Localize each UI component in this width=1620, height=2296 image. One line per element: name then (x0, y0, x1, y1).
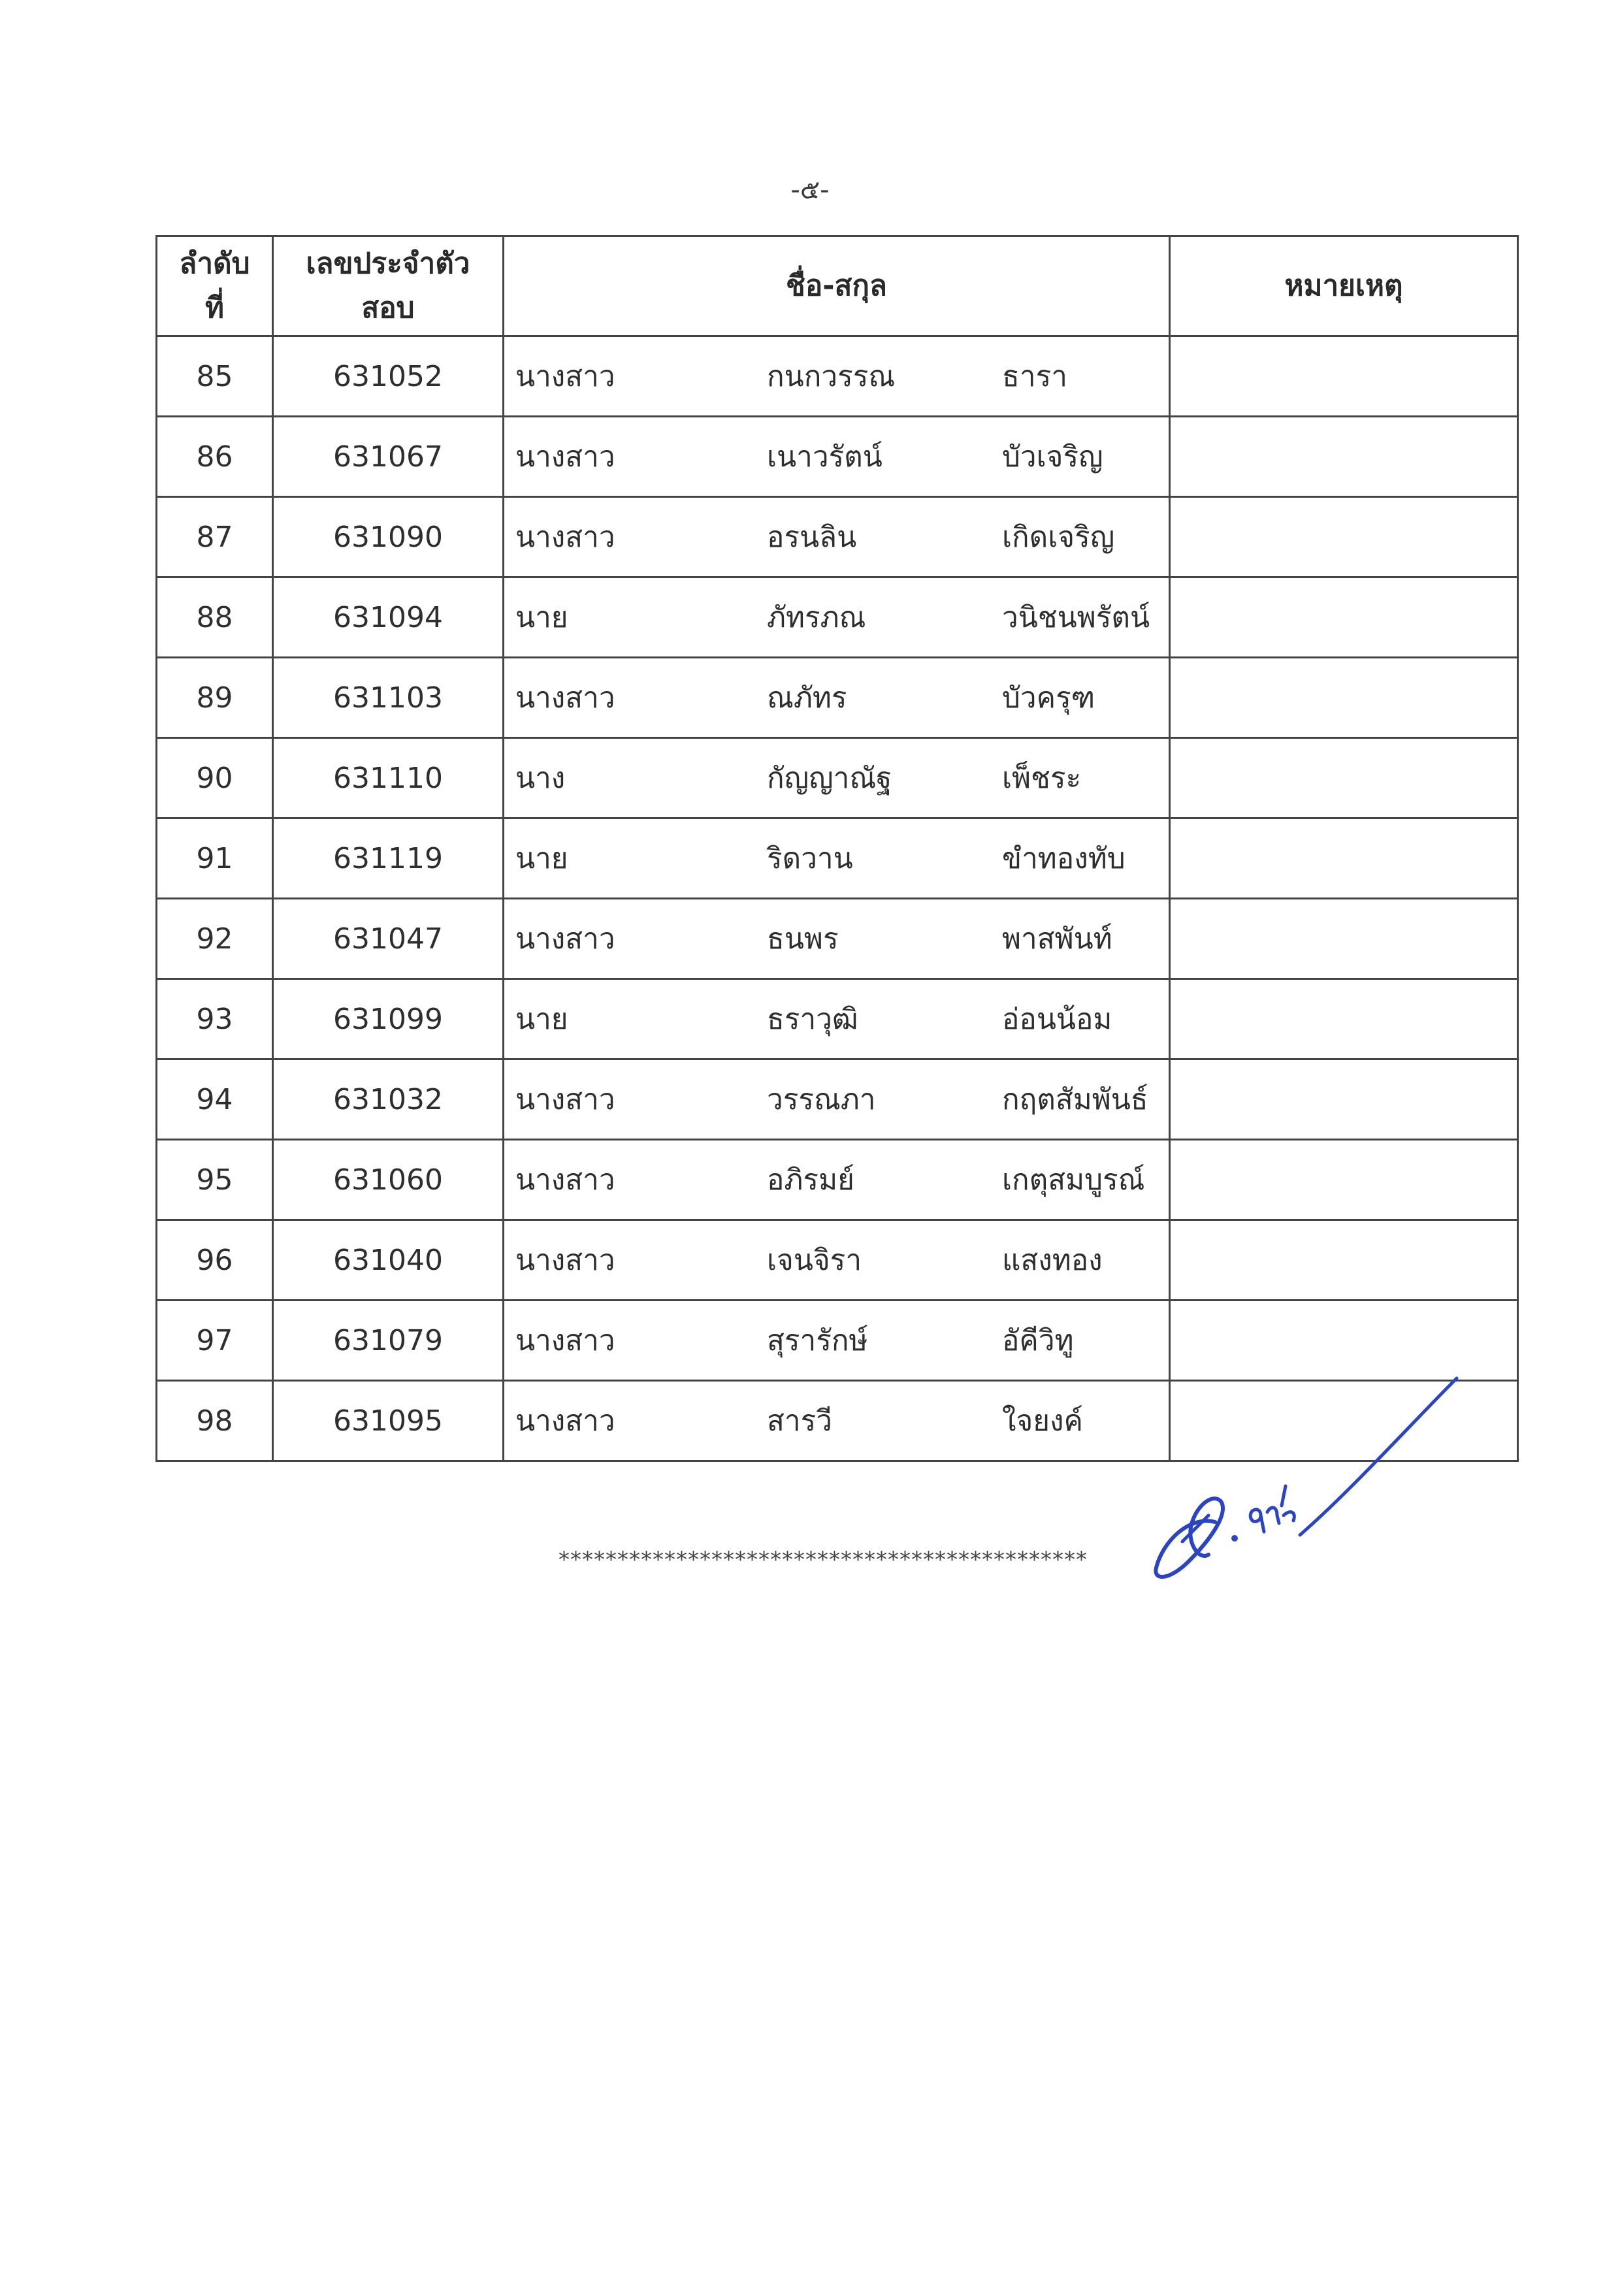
cell-no: 94 (157, 1059, 273, 1140)
first-name: ณภัทร (767, 681, 847, 715)
cell-name (504, 417, 1170, 497)
table-row (157, 658, 1518, 738)
last-name: บัวครุฑ (1002, 681, 1095, 715)
cell-no: 97 (157, 1301, 273, 1381)
cell-exam-id: 631079 (273, 1301, 504, 1381)
candidate-table (155, 235, 1519, 1462)
header-remark: หมายเหตุ (1170, 236, 1518, 336)
first-name: สุรารักษ์ (767, 1324, 868, 1357)
name-title: นางสาว (515, 1404, 615, 1438)
cell-name (504, 738, 1170, 818)
cell-no: 93 (157, 979, 273, 1059)
last-name: อัคีวิทู (1002, 1324, 1074, 1357)
table-body (157, 336, 1518, 1461)
cell-name (504, 497, 1170, 577)
table-row (157, 1140, 1518, 1220)
cell-remark (1170, 577, 1518, 658)
first-name: สารวี (767, 1404, 832, 1438)
first-name: ธนพร (767, 922, 839, 956)
last-name: พาสพันท์ (1002, 922, 1112, 956)
cell-no: 87 (157, 497, 273, 577)
first-name: เนาวรัตน์ (767, 440, 883, 474)
header-id-line1: เลขประจำตัว (306, 247, 470, 280)
signature-icon (1137, 1352, 1476, 1587)
cell-no: 98 (157, 1381, 273, 1461)
cell-name (504, 336, 1170, 417)
cell-exam-id: 631090 (273, 497, 504, 577)
first-name: อภิรมย์ (767, 1163, 854, 1197)
last-name: วนิชนพรัตน์ (1002, 601, 1150, 634)
cell-exam-id: 631103 (273, 658, 504, 738)
cell-remark (1170, 336, 1518, 417)
table-row (157, 1220, 1518, 1301)
cell-exam-id: 631095 (273, 1381, 504, 1461)
name-title: นาย (515, 842, 568, 875)
cell-exam-id: 631110 (273, 738, 504, 818)
header-no-line2: ที่ (204, 291, 224, 325)
last-name: เกตุสมบูรณ์ (1002, 1163, 1145, 1197)
table-row (157, 336, 1518, 417)
last-name: เกิดเจริญ (1002, 521, 1115, 554)
cell-name (504, 1220, 1170, 1301)
cell-remark (1170, 1059, 1518, 1140)
cell-no: 85 (157, 336, 273, 417)
name-title: นางสาว (515, 1244, 615, 1277)
cell-exam-id: 631094 (273, 577, 504, 658)
cell-remark (1170, 979, 1518, 1059)
name-title: นางสาว (515, 1083, 615, 1116)
cell-exam-id: 631067 (273, 417, 504, 497)
table-row (157, 497, 1518, 577)
last-name: อ่อนน้อม (1002, 1003, 1112, 1036)
last-name: ธารา (1002, 360, 1067, 393)
cell-name (504, 1140, 1170, 1220)
last-name: ขำทองทับ (1002, 842, 1126, 875)
first-name: กนกวรรณ (767, 360, 896, 393)
first-name: ริดวาน (767, 842, 853, 875)
table-row (157, 577, 1518, 658)
cell-exam-id: 631047 (273, 899, 504, 979)
header-name: ชื่อ-สกุล (504, 236, 1170, 336)
cell-remark (1170, 658, 1518, 738)
name-title: นาง (515, 762, 566, 795)
cell-name (504, 899, 1170, 979)
name-title: นางสาว (515, 922, 615, 956)
table-row (157, 417, 1518, 497)
table-row (157, 818, 1518, 899)
cell-name (504, 577, 1170, 658)
cell-exam-id: 631099 (273, 979, 504, 1059)
first-name: วรรณภา (767, 1083, 876, 1116)
cell-name (504, 658, 1170, 738)
name-title: นางสาว (515, 1163, 615, 1197)
name-title: นางสาว (515, 521, 615, 554)
cell-no: 96 (157, 1220, 273, 1301)
cell-no: 92 (157, 899, 273, 979)
first-name: ธราวุฒิ (767, 1003, 858, 1036)
name-title: นางสาว (515, 681, 615, 715)
cell-remark (1170, 417, 1518, 497)
table-row (157, 1059, 1518, 1140)
cell-exam-id: 631052 (273, 336, 504, 417)
cell-name (504, 818, 1170, 899)
page-number: -๕- (790, 175, 830, 205)
table-row (157, 979, 1518, 1059)
cell-remark (1170, 497, 1518, 577)
header-no-line1: ลำดับ (179, 247, 250, 280)
table-header-row (157, 236, 1518, 336)
header-id-line2: สอบ (361, 291, 415, 325)
first-name: เจนจิรา (767, 1244, 862, 1277)
cell-no: 91 (157, 818, 273, 899)
table-row (157, 738, 1518, 818)
cell-no: 95 (157, 1140, 273, 1220)
cell-name (504, 979, 1170, 1059)
first-name: อรนลิน (767, 521, 857, 554)
cell-remark (1170, 1220, 1518, 1301)
cell-remark (1170, 899, 1518, 979)
cell-name (504, 1381, 1170, 1461)
cell-no: 89 (157, 658, 273, 738)
header-no (157, 236, 273, 336)
end-of-list-marker: ********************************************* (559, 1547, 1088, 1573)
cell-no: 90 (157, 738, 273, 818)
name-title: นางสาว (515, 440, 615, 474)
cell-remark (1170, 738, 1518, 818)
table-row (157, 899, 1518, 979)
cell-remark (1170, 1140, 1518, 1220)
name-title: นาย (515, 601, 568, 634)
name-title: นาย (515, 1003, 568, 1036)
first-name: กัญญาณัฐ (767, 762, 892, 795)
cell-no: 86 (157, 417, 273, 497)
cell-exam-id: 631032 (273, 1059, 504, 1140)
cell-name (504, 1301, 1170, 1381)
name-title: นางสาว (515, 360, 615, 393)
header-id (273, 236, 504, 336)
last-name: แสงทอง (1002, 1244, 1103, 1277)
cell-exam-id: 631119 (273, 818, 504, 899)
last-name: เพ็ชระ (1002, 762, 1082, 795)
cell-no: 88 (157, 577, 273, 658)
last-name: ใจยงค์ (1002, 1404, 1083, 1438)
last-name: บัวเจริญ (1002, 440, 1103, 474)
cell-remark (1170, 818, 1518, 899)
name-title: นางสาว (515, 1324, 615, 1357)
cell-exam-id: 631060 (273, 1140, 504, 1220)
cell-name (504, 1059, 1170, 1140)
cell-exam-id: 631040 (273, 1220, 504, 1301)
last-name: กฤตสัมพันธ์ (1002, 1083, 1148, 1116)
first-name: ภัทรภณ (767, 601, 866, 634)
